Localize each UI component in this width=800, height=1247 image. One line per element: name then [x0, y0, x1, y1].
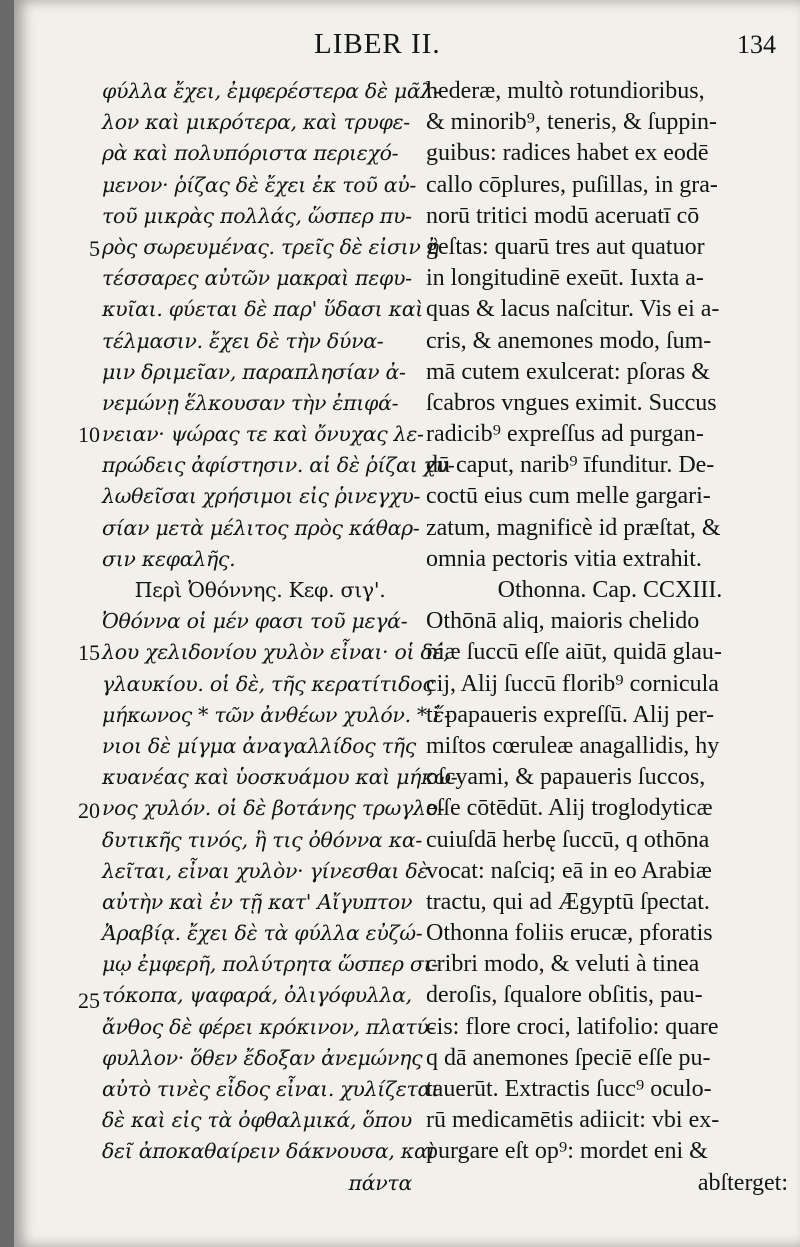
text-line: purgare eſt op⁹: mordet eni & [426, 1138, 708, 1165]
text-line: φύλλα ἔχει, ἐμφερέστερα δὲ μᾶλ- [102, 79, 440, 103]
text-line: μενον· ῥίζας δὲ ἔχει ἐκ τοῦ αὐ- [102, 172, 417, 197]
text-line: νεμώνῃ ἕλκουσαν τὴν ἐπιφά- [102, 390, 399, 415]
text-line: rū medicamētis adiicit: vbi ex- [426, 1107, 720, 1134]
text-line: callo cōplures, puſillas, in gra- [426, 171, 718, 198]
text-line: νος χυλόν. οἱ δὲ βοτάνης τρωγλο- [102, 796, 445, 821]
text-line: dū caput, narib⁹ īfunditur. De- [426, 452, 715, 479]
latin-column [426, 76, 794, 1199]
text-line: μῳ ἐμφερῆ, πολύτρητα ὥσπερ σι- [102, 952, 438, 977]
text-line: Othonna foliis erucæ, pforatis [426, 920, 713, 947]
text-line: coctū eius cum melle gargari- [426, 483, 711, 510]
text-line: αὐτὸ τινὲς εἶδος εἶναι. χυλίζεται [102, 1077, 439, 1101]
text-line: geſtas: quarū tres aut quatuor [426, 233, 705, 260]
text-line: λου χελιδονίου χυλὸν εἶναι· οἱ δέ, [102, 640, 450, 665]
text-line: λεῖται, εἶναι χυλὸν· γίνεσθαι δὲ [102, 858, 429, 883]
text-line: abſterget: [697, 1169, 788, 1196]
text-line: τοῦ μικρὰς πολλάς, ὥσπερ πυ- [102, 203, 412, 228]
margin-line-number: 20 [78, 798, 100, 823]
text-line: πρώδεις ἀφίστησιν. αἱ δὲ ῥίζαι χυ- [102, 453, 455, 478]
text-line: τέλμασιν. ἔχει δὲ τὴν δύνα- [102, 328, 384, 353]
text-line: cis: flore croci, latifolio: quare [426, 1013, 719, 1040]
text-line: vocat: naſciq; eā in eo Arabiæ [426, 857, 712, 884]
text-line: λον καὶ μικρότερα, καὶ τρυφε- [102, 110, 410, 135]
text-line: νειαν· ψώρας τε καὶ ὄνυχας λε- [102, 422, 424, 447]
text-line: μήκωνος * τῶν ἀνθέων χυλόν. * ἔ- [102, 702, 451, 727]
text-line: radicib⁹ expreſſus ad purgan- [426, 421, 704, 448]
running-header [14, 28, 800, 68]
text-line: ἄνθος δὲ φέρει κρόκινον, πλατύ- [102, 1014, 436, 1039]
text-line: Othōnā aliq, maioris chelido [426, 608, 700, 635]
margin-line-number: 10 [78, 422, 100, 447]
greek-column [102, 76, 458, 1199]
text-line: νιοι δὲ μίγμα ἀναγαλλίδος τῆς [102, 733, 416, 758]
text-line: cuiuſdā herbę ſuccū, q othōna [426, 826, 710, 853]
text-line: deroſis, ſqualore obſitis, pau- [426, 982, 703, 1009]
page-number: 134 [737, 30, 776, 59]
text-line: γλαυκίου. οἱ δὲ, τῆς κερατίτιδος [102, 671, 434, 696]
text-line: κυῖαι. φύεται δὲ παρ' ὕδασι καὶ [102, 297, 424, 322]
text-line: μιν δριμεῖαν, παραπλησίαν ἀ- [102, 359, 406, 384]
text-line: ρὰ καὶ πολυπόριστα περιεχό- [102, 141, 399, 166]
text-line: δὲ καὶ εἰς τὰ ὀφθαλμικά, ὅπου [102, 1108, 412, 1133]
margin-line-number: 5 [89, 236, 100, 261]
margin-line-number: 25 [78, 988, 100, 1013]
text-line: niæ ſuccū eſſe aiūt, quidā glau- [426, 639, 722, 666]
margin-line-number: 15 [78, 640, 100, 665]
text-line: ρὸς σωρευμένας. τρεῖς δὲ εἰσιν ἢ [102, 234, 439, 259]
text-line: cribri modo, & veluti à tinea [426, 951, 700, 978]
text-line: eſſe cōtēdūt. Alij troglodyticæ [426, 795, 713, 822]
text-line: δυτικῆς τινός, ἣ τις ὀθόννα κα- [102, 827, 423, 852]
text-line: cij, Alij ſuccū florib⁹ cornicula [426, 670, 719, 697]
text-line: φυλλον· ὅθεν ἔδοξαν ἀνεμώνης [102, 1045, 423, 1070]
text-line: mā cutem exulcerat: pſoras & [426, 358, 710, 385]
book-page [14, 0, 800, 1247]
text-line: δεῖ ἀποκαθαίρειν δάκνουσα, καὶ [102, 1139, 436, 1164]
chapter-heading: Othonna. Cap. CCXIII. [497, 577, 723, 603]
text-line: miſtos cœruleæ anagallidis, hy [426, 732, 720, 759]
text-line: ti papaueris expreſſū. Alij per- [426, 701, 715, 728]
text-line: τόκοπα, ψαφαρά, ὀλιγόφυλλα, [102, 983, 412, 1008]
text-line: q dā anemones ſpeciē eſſe pu- [426, 1044, 711, 1071]
text-line: Ἀραβίᾳ. ἔχει δὲ τὰ φύλλα εὐζώ- [102, 921, 423, 946]
text-line: ſcabros vngues eximit. Succus [426, 389, 717, 416]
text-line: tractu, qui ad Ægyptū ſpectat. [426, 888, 710, 915]
text-line: cris, & anemones modo, ſum- [426, 327, 712, 354]
text-line: πάντα [348, 1170, 412, 1195]
text-line: in longitudinē exeūt. Iuxta a- [426, 265, 704, 292]
running-title: LIBER II. [314, 28, 441, 60]
text-line: zatum, magnificè id præſtat, & [426, 514, 721, 541]
text-line: λωθεῖσαι χρήσιμοι εἰς ῥινεγχυ- [102, 484, 421, 509]
text-line: αὐτὴν καὶ ἐν τῇ κατ' Αἴγυπτον [102, 889, 413, 914]
chapter-heading: Περὶ Ὀθόννης. Κεφ. σιγ'. [134, 578, 386, 602]
text-line: κυανέας καὶ ὑοσκυάμου καὶ μήκω- [102, 765, 458, 790]
text-line: Ὀθόννα οἱ μέν φασι τοῦ μεγά- [102, 609, 408, 634]
text-line: norū tritici modū aceruatī cō [426, 202, 700, 229]
text-line: hederæ, multò rotundioribus, [426, 78, 705, 104]
text-line: oſcyami, & papaueris ſuccos, [426, 764, 706, 791]
text-line: tauerūt. Extractis ſucc⁹ oculo- [426, 1076, 712, 1102]
text-line: omnia pectoris vitia extrahit. [426, 545, 702, 572]
text-line: τέσσαρες αὐτῶν μακραὶ πεφυ- [102, 266, 412, 291]
text-line: σιν κεφαλῆς. [102, 546, 236, 571]
text-line: & minorib⁹, teneris, & ſuppin- [426, 109, 717, 136]
text-line: σίαν μετὰ μέλιτος πρὸς κάθαρ- [102, 515, 420, 540]
text-line: guibus: radices habet ex eodē [426, 140, 709, 167]
text-line: quas & lacus naſcitur. Vis ei a- [426, 296, 720, 323]
